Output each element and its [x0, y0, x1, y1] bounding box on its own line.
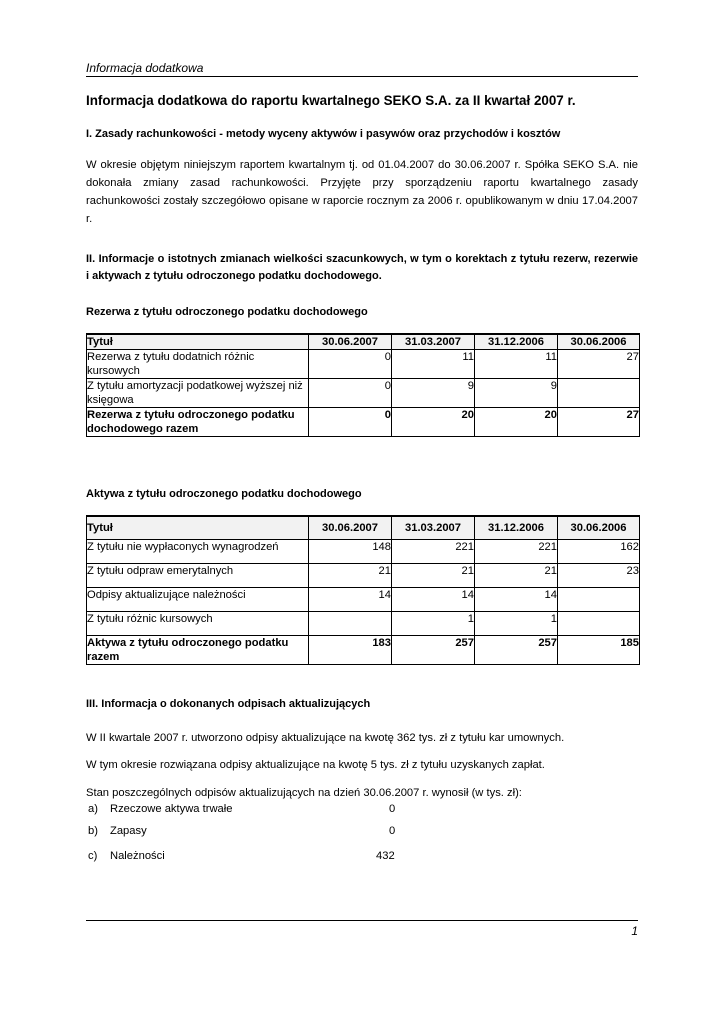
row-label: Aktywa z tytułu odroczonego podatku razem [87, 636, 309, 665]
column-header: 31.12.2006 [475, 334, 558, 350]
deferred-tax-assets-table [86, 515, 640, 665]
cell-value: 9 [392, 379, 475, 408]
cell-value: 257 [475, 636, 558, 665]
column-header: 31.12.2006 [475, 516, 558, 540]
section-2-heading: II. Informacje o istotnych zmianach wielkości szacunkowych, w tym o korektach z tytułu rezerw, rezerwie i aktywach z tytułu odroczonego podatku dochodowego. [86, 253, 638, 282]
row-label: Z tytułu odpraw emerytalnych [87, 564, 309, 588]
list-value: 432 [376, 850, 395, 862]
cell-value: 185 [558, 636, 640, 665]
cell-value [558, 588, 640, 612]
cell-value: 21 [392, 564, 475, 588]
cell-value: 0 [309, 408, 392, 437]
cell-value [558, 612, 640, 636]
column-header: 31.03.2007 [392, 516, 475, 540]
cell-value: 1 [475, 612, 558, 636]
cell-value: 1 [392, 612, 475, 636]
cell-value [309, 612, 392, 636]
table-header-row [87, 516, 640, 540]
column-header: Tytuł [87, 516, 309, 540]
cell-value: 14 [475, 588, 558, 612]
cell-value [558, 379, 640, 408]
column-header: 30.06.2006 [558, 334, 640, 350]
table-row [87, 350, 640, 379]
page-title: Informacja dodatkowa do raportu kwartalnego SEKO S.A. za II kwartał 2007 r. [86, 93, 576, 108]
table-2-caption: Aktywa z tytułu odroczonego podatku dochodowego [86, 488, 362, 500]
section-1-heading: I. Zasady rachunkowości - metody wyceny aktywów i pasywów oraz przychodów i kosztów [86, 128, 561, 140]
list-value: 0 [389, 803, 396, 815]
cell-value: 162 [558, 540, 640, 564]
row-label: Rezerwa z tytułu dodatnich różnic kursowych [87, 350, 309, 379]
table-row [87, 564, 640, 588]
column-header: 30.06.2007 [309, 334, 392, 350]
list-label: Zapasy [110, 825, 147, 837]
cell-value: 21 [475, 564, 558, 588]
cell-value: 183 [309, 636, 392, 665]
column-header: 30.06.2006 [558, 516, 640, 540]
list-label: Rzeczowe aktywa trwałe [110, 803, 233, 815]
column-header: Tytuł [87, 334, 309, 350]
cell-value: 11 [392, 350, 475, 379]
table-row [87, 379, 640, 408]
table-row [87, 612, 640, 636]
table-total-row [87, 636, 640, 665]
cell-value: 9 [475, 379, 558, 408]
section-3-paragraph-3: Stan poszczególnych odpisów aktualizujących na dzień 30.06.2007 r. wynosił (w tys. zł): [86, 787, 522, 799]
table-header-row [87, 334, 640, 350]
cell-value: 148 [309, 540, 392, 564]
cell-value: 221 [392, 540, 475, 564]
column-header: 31.03.2007 [392, 334, 475, 350]
cell-value: 21 [309, 564, 392, 588]
section-3-paragraph-1: W II kwartale 2007 r. utworzono odpisy aktualizujące na kwotę 362 tys. zł z tytułu kar umownych. [86, 732, 565, 744]
section-3-heading: III. Informacja o dokonanych odpisach aktualizujących [86, 698, 371, 710]
cell-value: 27 [558, 350, 640, 379]
cell-value: 11 [475, 350, 558, 379]
list-marker: a) [88, 803, 98, 815]
cell-value: 221 [475, 540, 558, 564]
deferred-tax-reserve-table [86, 333, 640, 437]
row-label: Z tytułu amortyzacji podatkowej wyższej niż księgowa [87, 379, 309, 408]
table-total-row [87, 408, 640, 437]
cell-value: 14 [392, 588, 475, 612]
table-row [87, 540, 640, 564]
cell-value: 14 [309, 588, 392, 612]
table-row [87, 588, 640, 612]
cell-value: 23 [558, 564, 640, 588]
running-header: Informacja dodatkowa [86, 61, 638, 77]
row-label: Rezerwa z tytułu odroczonego podatku dochodowego razem [87, 408, 309, 437]
cell-value: 257 [392, 636, 475, 665]
list-marker: b) [88, 825, 98, 837]
list-label: Należności [110, 850, 165, 862]
cell-value: 27 [558, 408, 640, 437]
section-3-paragraph-2: W tym okresie rozwiązana odpisy aktualizujące na kwotę 5 tys. zł z tytułu uzyskanych zapłat. [86, 759, 545, 771]
cell-value: 0 [309, 350, 392, 379]
section-1-body: W okresie objętym niniejszym raportem kwartalnym tj. od 01.04.2007 do 30.06.2007 r. Spółka SEKO S.A. nie dokonała zmiany zasad rachunkowości. Przyjęte przy sporządzeniu raportu kwartalnego zasady rachunkowości zostały szczegółowo opisane w raporcie rocznym za 2006 r. opublikowanym w dniu 17.04.2007 r. [86, 159, 638, 225]
table-1-caption: Rezerwa z tytułu odroczonego podatku dochodowego [86, 306, 368, 318]
cell-value: 20 [475, 408, 558, 437]
cell-value: 0 [309, 379, 392, 408]
row-label: Odpisy aktualizujące należności [87, 588, 309, 612]
page-number: 1 [631, 924, 638, 938]
list-value: 0 [389, 825, 396, 837]
list-marker: c) [88, 850, 98, 862]
row-label: Z tytułu różnic kursowych [87, 612, 309, 636]
cell-value: 20 [392, 408, 475, 437]
column-header: 30.06.2007 [309, 516, 392, 540]
row-label: Z tytułu nie wypłaconych wynagrodzeń [87, 540, 309, 564]
footer-rule [86, 920, 638, 921]
